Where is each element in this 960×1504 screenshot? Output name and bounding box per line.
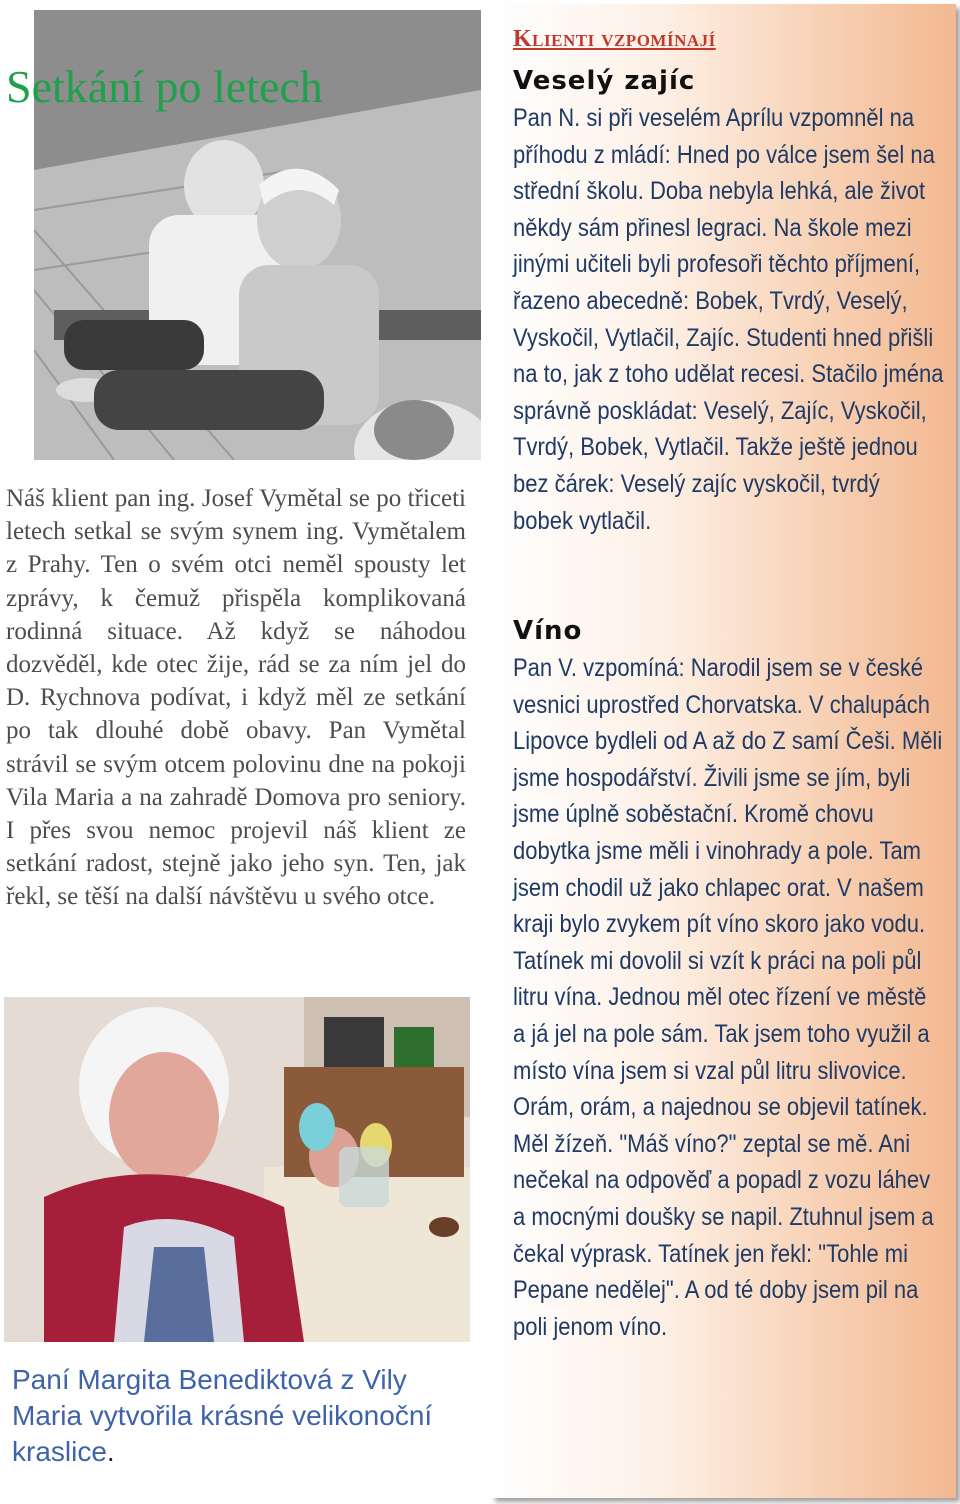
sidebar-heading: Klienti vzpomínají [513, 26, 716, 52]
photo-easter-eggs-illustration [4, 997, 470, 1342]
article-title: Setkání po letech [6, 61, 323, 112]
photo-caption [12, 1362, 452, 1470]
photo-easter-eggs [4, 997, 470, 1342]
sidebar-klienti-vzpominaji [491, 4, 956, 1498]
section-title-vesely-zajic: Veselý zajíc [513, 66, 696, 96]
section-text-vino: Pan V. vzpomíná: Narodil jsem se v české vesnici uprostřed Chorvatska. V chalupách Lipovce bydleli od A až do Z samí Češi. Měli jsme hospodářství. Živili jsme se jím, byli jsme úplně soběstační. Kromě chovu dobytka jsme měli i vinohrady a pole. Tam jsem chodil už jako chlapec orat. V našem kraji bylo zvykem pít víno skoro jako vodu. Tatínek mi dovolil si vzít k práci na poli půl litru vína. Jednou měl otec řízení ve městě a já jel na pole sám. Tak jsem toho využil a místo vína jsem si vzal půl litru slivovice. Orám, orám, a najednou se objevil tatínek. Měl žízeň. "Máš víno?" zeptal se mě. Ani nečekal na odpověď a popadl z vozu láhev a mocnými doušky se napil. Ztuhnul jsem a čekal výprask. Tatínek jen řekl: "Tohle mi Pepane nedělej". A od té doby jsem pil na poli jenom víno. [513, 654, 943, 1341]
section-title-vino: Víno [513, 616, 583, 646]
section-text-vesely-zajic: Pan N. si při veselém Aprílu vzpomněl na příhodu z mládí: Hned po válce jsem šel na střední školu. Doba nebyla lehká, ale život někdy sám přinesl legraci. Na škole mezi jinými učiteli byli profesoři těchto příjmení, řazeno abecedně: Bobek, Tvrdý, Veselý, Vyskočil, Vytlačil, Zajíc. Studenti hned přišli na to, jak z toho udělat recesi. Stačilo jména správně poskládat: Veselý, Zajíc, Vyskočil, Tvrdý, Bobek, Vytlačil. Takže ještě jednou bez čárek: Veselý zajíc vyskočil, tvrdý bobek vytlačil. [513, 104, 944, 535]
caption-period: . [106, 1436, 115, 1467]
article-text: Náš klient pan ing. Josef Vymětal se po třiceti letech setkal se svým synem ing. Vymětalem z Prahy. Ten o svém otci neměl spousty let zprávy, k čemuž přispěla komplikovaná rodinná situace. Až když se náhodou dozvěděl, kde otec žije, rád se za ním jel do D. Rychnova podívat, i když měl ze setkání po tak dlouhé době obavy. Pan Vymětal strávil se svým otcem polovinu dne na pokoji Vila Maria a na zahradě Domova pro seniory. I přes svou nemoc projevil náš klient ze setkání radost, stejně jako jeho syn. Ten, jak řekl, se těší na další návštěvu u svého otce. [6, 485, 466, 911]
caption-text: Paní Margita Benediktová z Vily Maria vytvořila krásné velikonoční kraslice [12, 1364, 433, 1467]
